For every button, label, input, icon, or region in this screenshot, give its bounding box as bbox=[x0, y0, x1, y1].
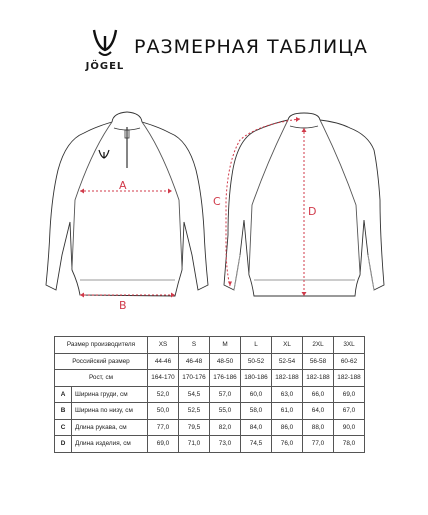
table-cell: 182-188 bbox=[334, 370, 365, 387]
page-title: РАЗМЕРНАЯ ТАБЛИЦА bbox=[134, 36, 368, 58]
table-cell: 67,0 bbox=[334, 403, 365, 420]
table-cell: 56-58 bbox=[303, 353, 334, 370]
measurement-label: Длина изделия, см bbox=[72, 436, 148, 453]
row-label: Размер производителя bbox=[55, 337, 148, 354]
measurement-row bbox=[55, 386, 365, 403]
table-cell: S bbox=[179, 337, 210, 354]
table-cell: 2XL bbox=[303, 337, 334, 354]
table-cell: 69,0 bbox=[334, 386, 365, 403]
front-jacket-view bbox=[46, 112, 208, 296]
table-cell: L bbox=[241, 337, 272, 354]
measurement-label: Ширина по низу, см bbox=[72, 403, 148, 420]
table-cell: 63,0 bbox=[272, 386, 303, 403]
table-cell: 46-48 bbox=[179, 353, 210, 370]
garment-diagram bbox=[0, 95, 428, 325]
measurement-letter: C bbox=[55, 419, 72, 436]
label-a: A bbox=[119, 179, 127, 192]
measurement-label: Длина рукава, см bbox=[72, 419, 148, 436]
header bbox=[0, 0, 428, 80]
row-label: Российский размер bbox=[55, 353, 148, 370]
table-cell: 71,0 bbox=[179, 436, 210, 453]
measurement-label: Ширина груди, см bbox=[72, 386, 148, 403]
brand-logo bbox=[80, 28, 130, 78]
table-cell: 170-176 bbox=[179, 370, 210, 387]
table-cell: 77,0 bbox=[303, 436, 334, 453]
table-cell: 3XL bbox=[334, 337, 365, 354]
table-cell: 84,0 bbox=[241, 419, 272, 436]
measurement-letter: D bbox=[55, 436, 72, 453]
table-cell: 50-52 bbox=[241, 353, 272, 370]
table-cell: 73,0 bbox=[210, 436, 241, 453]
table-cell: 78,0 bbox=[334, 436, 365, 453]
table-cell: 176-186 bbox=[210, 370, 241, 387]
table-cell: 52,5 bbox=[179, 403, 210, 420]
table-cell: 76,0 bbox=[272, 436, 303, 453]
label-c: C bbox=[213, 195, 221, 208]
brand-name: JÖGEL bbox=[85, 61, 125, 72]
table-cell: 88,0 bbox=[303, 419, 334, 436]
row-label: Рост, см bbox=[55, 370, 148, 387]
table-cell: 55,0 bbox=[210, 403, 241, 420]
table-cell: 58,0 bbox=[241, 403, 272, 420]
measurement-row bbox=[55, 403, 365, 420]
size-table bbox=[54, 336, 365, 453]
table-cell: 86,0 bbox=[272, 419, 303, 436]
table-cell: M bbox=[210, 337, 241, 354]
size-header-row bbox=[55, 337, 365, 354]
table-cell: 52-54 bbox=[272, 353, 303, 370]
label-d: D bbox=[308, 205, 317, 218]
front-measurements bbox=[80, 189, 175, 298]
table-cell: XL bbox=[272, 337, 303, 354]
table-cell: 82,0 bbox=[210, 419, 241, 436]
table-cell: 44-46 bbox=[148, 353, 179, 370]
label-b: B bbox=[119, 299, 127, 312]
measurement-letter: A bbox=[55, 386, 72, 403]
table-cell: 182-188 bbox=[303, 370, 334, 387]
table-cell: 69,0 bbox=[148, 436, 179, 453]
measure-line-c bbox=[226, 119, 300, 286]
measurement-row bbox=[55, 436, 365, 453]
table-cell: 77,0 bbox=[148, 419, 179, 436]
table-cell: 61,0 bbox=[272, 403, 303, 420]
table-cell: 79,5 bbox=[179, 419, 210, 436]
table-cell: 64,0 bbox=[303, 403, 334, 420]
measurement-row bbox=[55, 419, 365, 436]
table-cell: 50,0 bbox=[148, 403, 179, 420]
table-cell: 52,0 bbox=[148, 386, 179, 403]
table-cell: 60,0 bbox=[241, 386, 272, 403]
table-cell: XS bbox=[148, 337, 179, 354]
table-cell: 90,0 bbox=[334, 419, 365, 436]
height-row bbox=[55, 370, 365, 387]
table-cell: 54,5 bbox=[179, 386, 210, 403]
russian-size-row bbox=[55, 353, 365, 370]
table-cell: 164-170 bbox=[148, 370, 179, 387]
table-cell: 57,0 bbox=[210, 386, 241, 403]
measurement-letter: B bbox=[55, 403, 72, 420]
table-cell: 60-62 bbox=[334, 353, 365, 370]
table-cell: 182-188 bbox=[272, 370, 303, 387]
table-cell: 66,0 bbox=[303, 386, 334, 403]
table-cell: 48-50 bbox=[210, 353, 241, 370]
jogel-emblem-icon bbox=[92, 28, 118, 60]
table-cell: 74,5 bbox=[241, 436, 272, 453]
table-cell: 180-186 bbox=[241, 370, 272, 387]
